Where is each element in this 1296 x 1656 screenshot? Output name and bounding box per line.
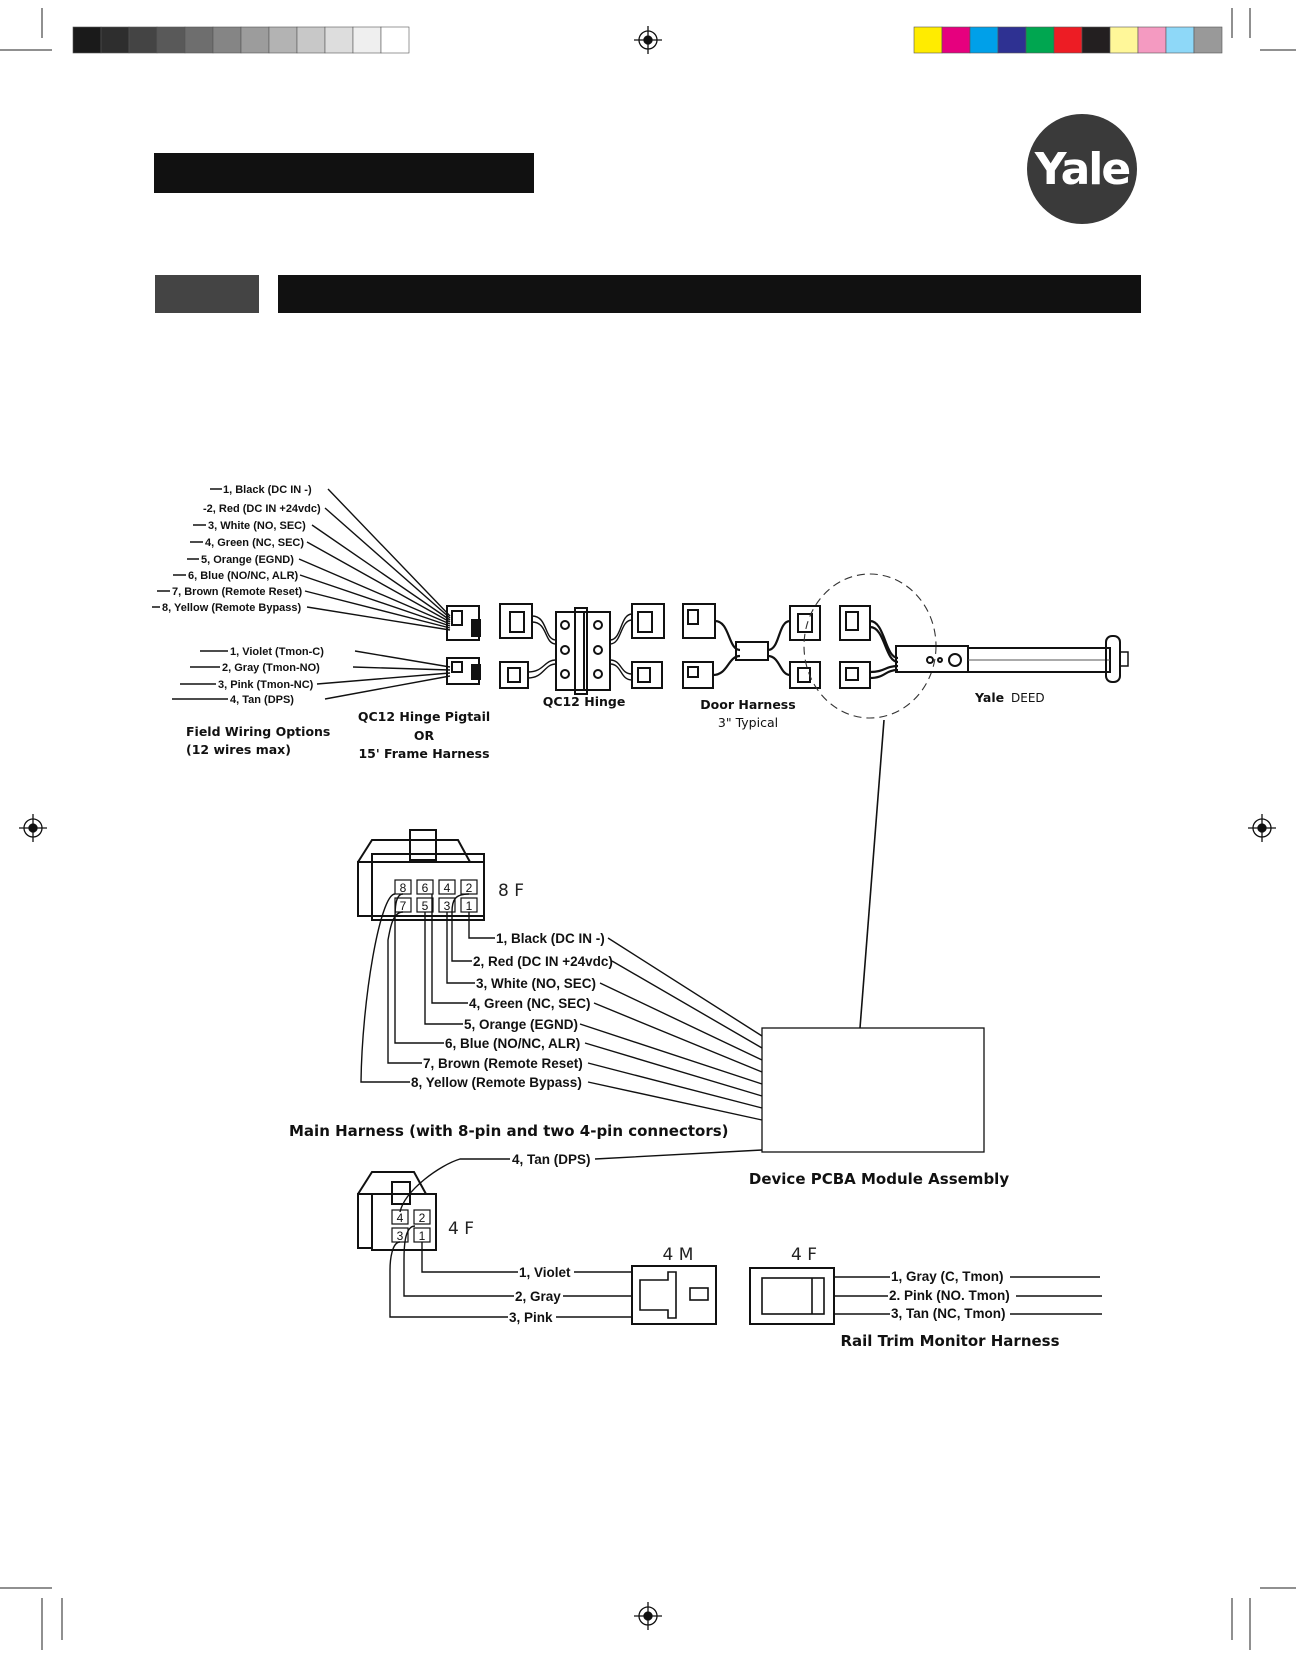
hinge-caption: QC12 Hinge [542,694,626,709]
calibration-swatch [73,27,101,53]
pin-label: 4 [443,881,451,895]
rail-trim-connector-label: 4 F [791,1245,817,1265]
calibration-swatch [101,27,129,53]
calibration-swatch [297,27,325,53]
rail-trim-caption: Rail Trim Monitor Harness [840,1332,1060,1350]
wire-label: 2, Red (DC IN +24vdc) [473,954,613,969]
calibration-swatch [1082,27,1110,53]
rail-trim-wire-label: 1, Gray (C, Tmon) [891,1269,1004,1284]
calibration-swatch [353,27,381,53]
calibration-swatch [129,27,157,53]
field-wire-label: 2, Gray (Tmon-NO) [222,662,320,674]
calibration-swatch [998,27,1026,53]
registration-mark-top [634,26,662,54]
crop-marks [0,8,1296,1650]
rail-trim-wire-label: 3, Tan (NC, Tmon) [891,1306,1006,1321]
field-wire-labels-lower [218,646,324,706]
wire-label: 6, Blue (NO/NC, ALR) [445,1036,581,1051]
pin-label: 8 [399,881,407,895]
tan-dps-wire-label: 4, Tan (DPS) [512,1152,591,1167]
door-harness-caption: Door Harness [700,697,796,712]
field-wire-label: 1, Black (DC IN -) [223,484,312,496]
wire-label: 8, Yellow (Remote Bypass) [411,1075,582,1090]
deed-brand: Yale [975,690,1005,705]
field-wire-labels-upper [162,484,321,614]
calibration-swatch [1026,27,1054,53]
section-number-tab [155,275,259,313]
registration-mark-right [1248,814,1276,842]
pcba-caption: Device PCBA Module Assembly [748,1170,1010,1188]
pin-label: 5 [421,899,429,913]
calibration-swatch [970,27,998,53]
calibration-swatch [942,27,970,53]
calibration-swatch [1054,27,1082,53]
calibration-swatch [914,27,942,53]
field-wire-label: 8, Yellow (Remote Bypass) [162,602,302,614]
calibration-swatch [381,27,409,53]
calibration-swatch [269,27,297,53]
pin-label: 3 [396,1229,404,1243]
connector-8f-wire-labels [411,931,613,1090]
wire-label: 1, Black (DC IN -) [496,931,605,946]
title-bar [154,153,534,193]
field-wire-label: 7, Brown (Remote Reset) [172,586,303,598]
section-title-bar [278,275,1141,313]
door-harness-length: 3" Typical [717,715,779,730]
pin-label: 4 [396,1211,404,1225]
field-wire-label: 4, Tan (DPS) [230,694,294,706]
calibration-swatch [325,27,353,53]
field-wire-label: 1, Violet (Tmon-C) [230,646,324,658]
deed-caption: DEED [1011,691,1045,705]
pcba-module-box [762,1028,984,1152]
wire-label: 5, Orange (EGND) [464,1017,579,1032]
field-caption-2: (12 wires max) [186,742,291,757]
field-caption: Field Wiring Options [186,724,331,739]
yale-logo-text: Yale [1034,144,1130,195]
calibration-swatch [1166,27,1194,53]
pin-label: 7 [399,899,407,913]
registration-mark-left [19,814,47,842]
connector-4f-label: 4 F [448,1219,474,1239]
field-wire-label: 5, Orange (EGND) [201,554,294,566]
rail-trim-wire-label: 2. Pink (NO. Tmon) [889,1288,1010,1303]
pigtail-connector-12 [447,606,480,640]
pin-label: 3 [443,899,451,913]
field-wire-label: 6, Blue (NO/NC, ALR) [188,570,299,582]
wire-label: 2, Gray [515,1289,561,1304]
pin-label: 1 [465,899,473,913]
pin-label: 6 [421,881,429,895]
door-harness [683,604,820,688]
connector-4m [632,1266,716,1324]
connector-8f-label: 8 F [498,881,524,901]
calibration-swatch [185,27,213,53]
yale-logo [1027,114,1137,224]
calibration-swatch [1110,27,1138,53]
field-wire-label: 4, Green (NC, SEC) [205,537,305,549]
pigtail-caption-or: OR [413,728,435,743]
deed-to-pcba-leader [860,720,884,1028]
pin-label: 2 [418,1211,426,1225]
calibration-swatch [213,27,241,53]
grayscale-calibration-bar [73,27,409,53]
connector-4f-wires [390,1150,762,1317]
pin-label: 2 [465,881,473,895]
calibration-swatch [1194,27,1222,53]
field-wire-label: 3, White (NO, SEC) [208,520,306,532]
connector-rail-trim-4f [750,1268,834,1324]
field-wire-label: -2, Red (DC IN +24vdc) [203,503,321,515]
wire-label: 3, Pink [509,1310,553,1325]
connector-4m-label: 4 M [662,1245,694,1265]
pigtail-caption-frame: 15' Frame Harness [358,746,490,761]
field-wire-label: 3, Pink (Tmon-NC) [218,679,314,691]
wire-label: 3, White (NO, SEC) [476,976,597,991]
pigtail-connector-4 [447,658,480,684]
field-wires-lower [172,651,450,699]
main-harness-caption: Main Harness (with 8-pin and two 4-pin connectors) [289,1122,729,1140]
calibration-swatch [1138,27,1166,53]
calibration-swatch [157,27,185,53]
pin-label: 1 [418,1229,426,1243]
pigtail-caption: QC12 Hinge Pigtail [357,709,491,724]
wire-label: 7, Brown (Remote Reset) [423,1056,583,1071]
wire-label: 1, Violet [519,1265,571,1280]
qc12-hinge [500,604,664,694]
calibration-swatch [241,27,269,53]
registration-mark-bottom [634,1602,662,1630]
wire-label: 4, Green (NC, SEC) [469,996,591,1011]
color-calibration-bar [914,27,1222,53]
